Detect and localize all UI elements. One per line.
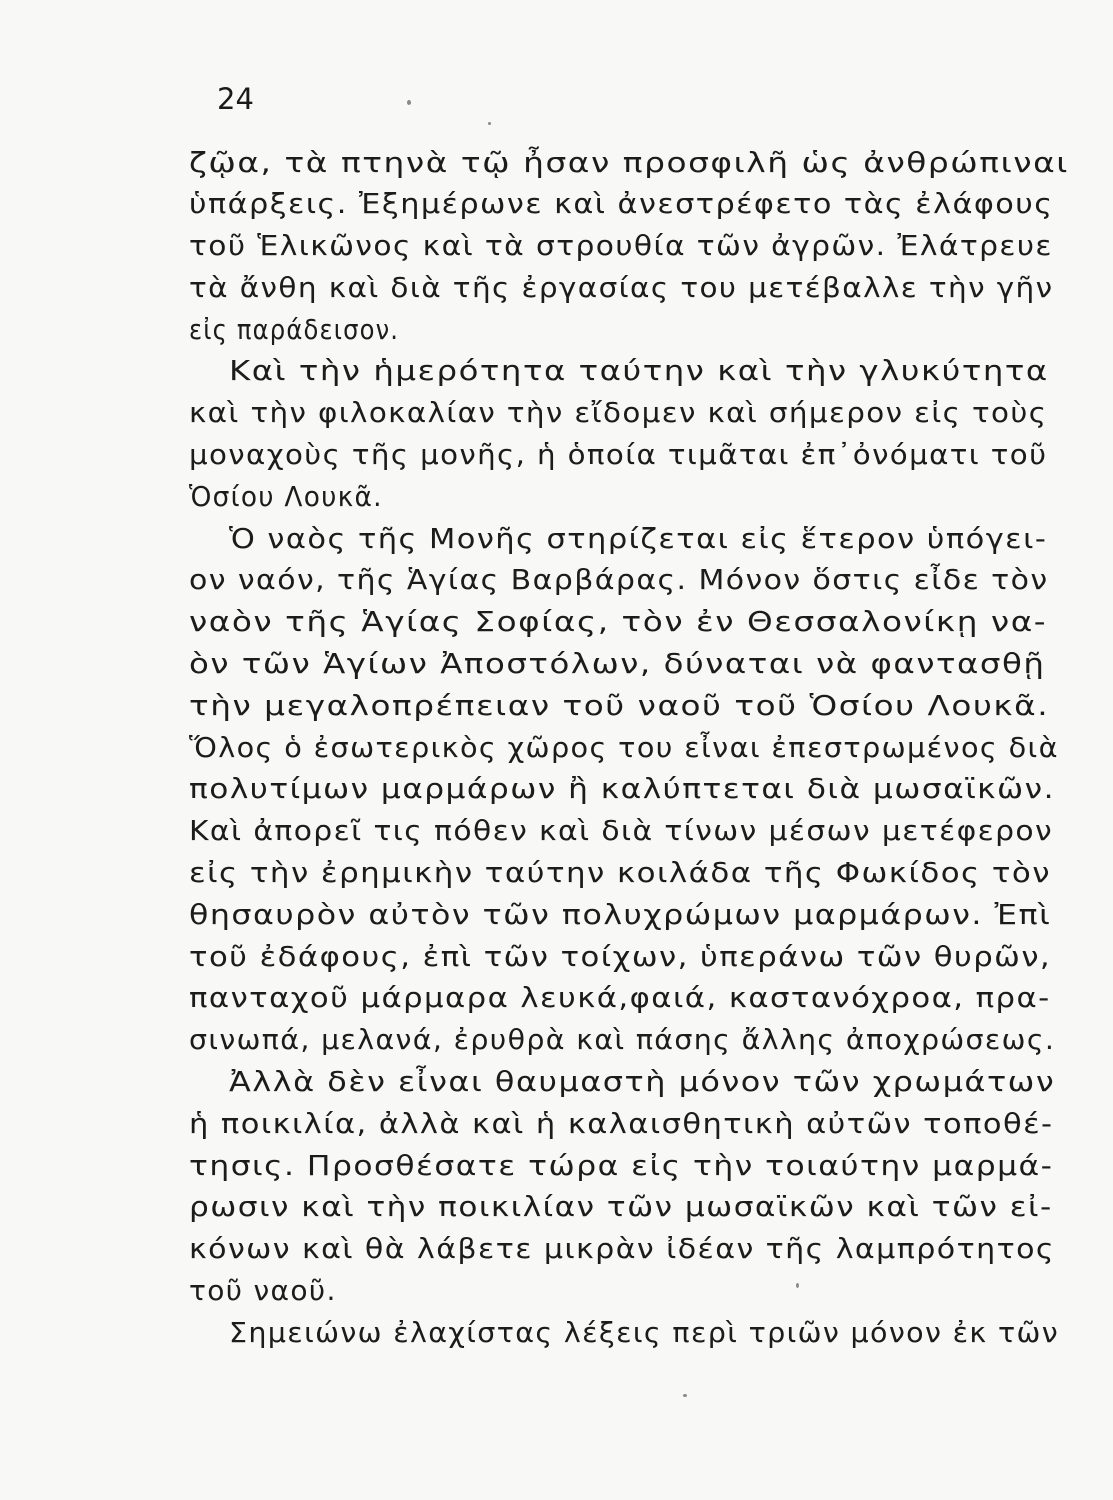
text-line: ἡ ποικιλία, ἀλλὰ καὶ ἡ καλαισθητικὴ αὐτῶν τοποθέ- [189,1108,1054,1140]
text-line: ον ναόν, τῆς Ἁγίας Βαρβάρας. Μόνον ὅστις εἶδε τὸν [189,564,1049,596]
text-line: Καὶ τὴν ἡμερότητα ταύτην καὶ τὴν γλυκύτητα [229,355,1049,387]
text-line: Ὁσίου Λουκᾶ. [189,481,383,513]
text-line: ρωσιν καὶ τὴν ποικιλίαν τῶν μωσαϊκῶν καὶ τῶν εἰ- [189,1191,1053,1223]
text-line: Καὶ ἀπορεῖ τις πόθεν καὶ διὰ τίνων μέσων μετέφερον [189,815,1054,847]
print-speck [796,1283,799,1288]
text-line: τησις. Προσθέσατε τώρα εἰς τὴν τοιαύτην μαρμά- [189,1150,1054,1182]
print-speck [488,122,491,125]
text-line: ὸν τῶν Ἁγίων Ἀποστόλων, δύναται νὰ φαντασθῇ [189,648,1046,680]
text-line: κόνων καὶ θὰ λάβετε μικρὰν ἰδέαν τῆς λαμπρότητος [189,1233,1055,1265]
text-line: ὑπάρξεις. Ἐξημέρωνε καὶ ἀνεστρέφετο τὰς ἐλάφους [189,188,1054,220]
text-line: Ὅλος ὁ ἐσωτερικὸς χῶρος του εἶναι ἐπεστρωμένος διὰ [189,732,1059,764]
text-line: Σημειώνω ἐλαχίστας λέξεις περὶ τριῶν μόνον ἐκ τῶν [229,1317,1060,1349]
text-line: εἰς τὴν ἐρημικὴν ταύτην κοιλάδα τῆς Φωκίδος τὸν [189,857,1051,889]
text-line: Ἀλλὰ δὲν εἶναι θαυμαστὴ μόνον τῶν χρωμάτων [229,1066,1056,1098]
text-line: Ὁ ναὸς τῆς Μονῆς στηρίζεται εἰς ἕτερον ὑπόγει- [229,523,1048,555]
text-line: πολυτίμων μαρμάρων ἢ καλύπτεται διὰ μωσαϊκῶν. [189,773,1055,805]
print-speck [407,100,411,105]
print-speck [683,1394,687,1397]
text-line: τοῦ Ἑλικῶνος καὶ τὰ στρουθία τῶν ἀγρῶν. Ἐλάτρευε [189,230,1053,262]
text-line: τοῦ ναοῦ. [189,1275,337,1307]
text-line: τὴν μεγαλοπρέπειαν τοῦ ναοῦ τοῦ Ὁσίου Λουκᾶ. [189,690,1050,722]
text-line: καὶ τὴν φιλοκαλίαν τὴν εἴδομεν καὶ σήμερον εἰς τοὺς [189,397,1048,429]
text-line: ναὸν τῆς Ἁγίας Σοφίας, τὸν ἐν Θεσσαλονίκῃ να- [189,606,1048,638]
text-line: μοναχοὺς τῆς μονῆς, ἡ ὁποία τιμᾶται ἐπ᾽ὀνόματι τοῦ [189,439,1048,471]
text-line: τὰ ἄνθη καὶ διὰ τῆς ἐργασίας του μετέβαλλε τὴν γῆν [189,272,1054,304]
text-line: ζῷα, τὰ πτηνὰ τῷ ἦσαν προσφιλῆ ὡς ἀνθρώπιναι [189,147,1069,179]
text-line: εἰς παράδεισον. [189,314,400,346]
text-line: θησαυρὸν αὐτὸν τῶν πολυχρώμων μαρμάρων. Ἐπὶ [189,899,1052,931]
text-line: τοῦ ἐδάφους, ἐπὶ τῶν τοίχων, ὑπεράνω τῶν θυρῶν, [189,941,1052,973]
text-line: πανταχοῦ μάρμαρα λευκά,φαιά, καστανόχροα, πρα- [189,982,1051,1014]
text-line: σινωπά, μελανά, ἐρυθρὰ καὶ πάσης ἄλλης ἀποχρώσεως. [189,1024,1056,1056]
page-number: 24 [217,82,254,116]
